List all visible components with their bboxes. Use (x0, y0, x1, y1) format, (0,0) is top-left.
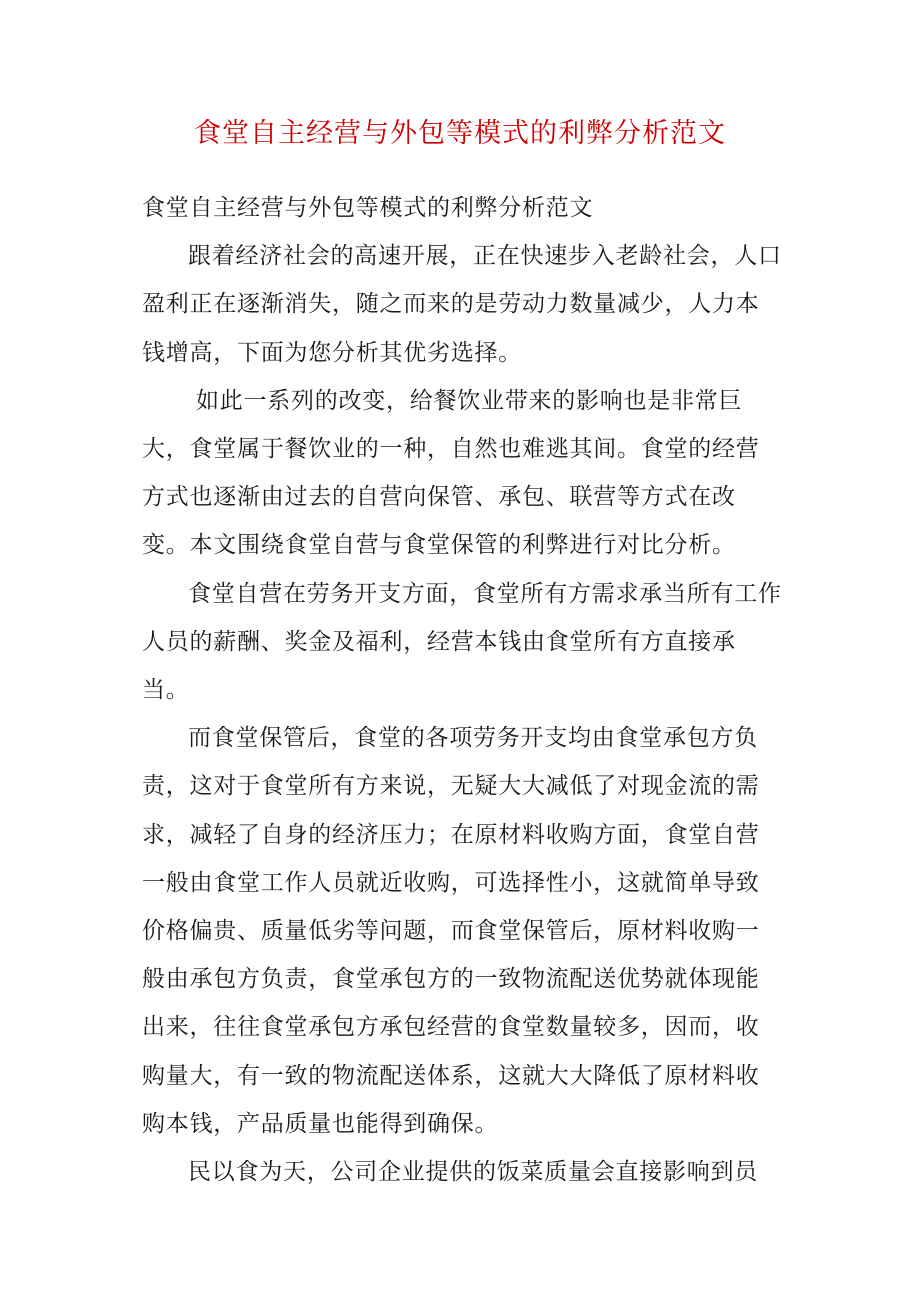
document-subtitle: 食堂自主经营与外包等模式的利弊分析范文 (142, 195, 594, 221)
document-title: 食堂自主经营与外包等模式的利弊分析范文 (194, 118, 726, 149)
paragraph-3: 食堂自营在劳务开支方面，食堂所有方需求承当所有工作人员的薪酬、奖金及福利，经营本钱由食堂所有方直接承当。 (142, 580, 782, 704)
paragraph-4: 而食堂保管后，食堂的各项劳务开支均由食堂承包方负责，这对于食堂所有方来说，无疑大大减低了对现金流的需求，减轻了自身的经济压力；在原材料收购方面，食堂自营一般由食堂工作人员就近收购，可选择性小，这就简单导致价格偏贵、质量低劣等问题，而食堂保管后，原材料收购一般由承包方负责，食堂承包方的一致物流配送优势就体现能出来，往往食堂承包方承包经营的食堂数量较多，因而，收购量大，有一致的物流配送体系，这就大大降低了原材料收购本钱，产品质量也能得到确保。 (142, 725, 760, 1137)
paragraph-2: 如此一系列的改变，给餐饮业带来的影响也是非常巨大，食堂属于餐饮业的一种，自然也难逃其间。食堂的经营方式也逐渐由过去的自营向保管、承包、联营等方式在改变。本文围绕食堂自营与食堂保管的利弊进行对比分析。 (142, 387, 760, 559)
paragraph-5: 民以食为天，公司企业提供的饭菜质量会直接影响到员 (188, 1159, 758, 1186)
paragraph-1: 跟着经济社会的高速开展，正在快速步入老龄社会，人口盈利正在逐渐消失，随之而来的是劳动力数量减少，人力本钱增高，下面为您分析其优劣选择。 (142, 243, 782, 366)
document-body (142, 184, 782, 1196)
